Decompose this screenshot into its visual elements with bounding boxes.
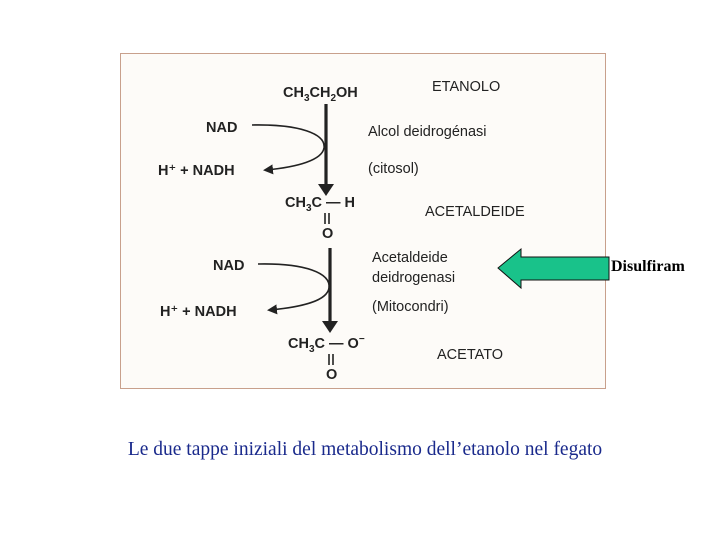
acetaldehyde-formula: $CH_3C$ — H	[285, 195, 356, 214]
acetate-oxygen: O	[326, 367, 338, 383]
acetate-formula: $CH_3C$ — O−	[288, 334, 365, 355]
inhibitor-arrow	[498, 249, 609, 288]
cofactor-arrow-2	[258, 264, 329, 310]
reaction-arrow-2-head	[322, 321, 338, 333]
nadh-label-2: H⁺ + NADH	[160, 304, 237, 320]
ethanol-name: ETANOLO	[432, 79, 501, 95]
enzyme-2-line2: deidrogenasi	[372, 270, 456, 286]
cofactor-arrow-1	[252, 125, 324, 170]
enzyme-2-line1: Acetaldeide	[372, 250, 448, 266]
ethanol-formula: $CH_3CH_2OH$	[283, 85, 358, 104]
caption: Le due tappe iniziali del metabolismo dell’etanolo nel fegato	[127, 439, 603, 460]
nad-label-1: NAD	[206, 120, 238, 136]
location-2: (Mitocondri)	[372, 299, 449, 315]
inhibitor-label: Disulfiram	[611, 258, 685, 275]
acetaldehyde-name: ACETALDEIDE	[425, 204, 525, 220]
enzyme-1: Alcol deidrogénasi	[368, 124, 487, 140]
nadh-label-1: H⁺ + NADH	[158, 163, 235, 179]
acetate-name: ACETATO	[437, 347, 504, 363]
location-1: (citosol)	[368, 161, 419, 177]
acetaldehyde-oxygen: O	[322, 226, 334, 242]
nad-label-2: NAD	[213, 258, 245, 274]
